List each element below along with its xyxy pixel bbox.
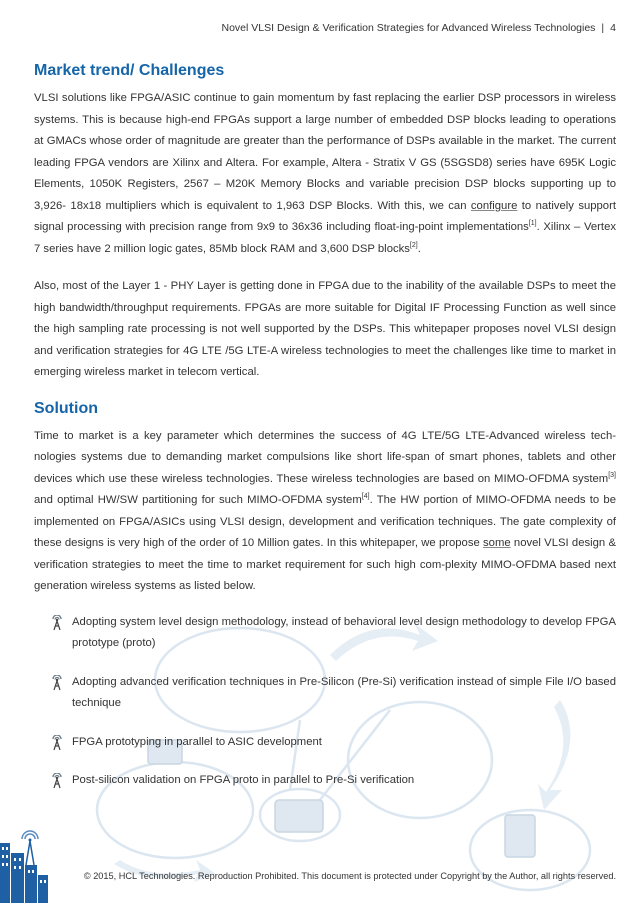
text-run: . The HW portion of MIMO-OFDMA needs to be implemented on FPGA/ASICs using VLSI design, development and verification techniques. The gate complexity of these designs is very high of the order of 10 Million gates. In this whitepaper, we propose: [34, 494, 616, 549]
list-item-text: FPGA prototyping in parallel to ASIC development: [72, 735, 322, 748]
some-link[interactable]: some: [483, 537, 511, 549]
text-run: Time to market is a key parameter which determines the success of 4G LTE/5G LTE-Advanced wireless tech-nologies systems due to demanding market compulsions like short life-span of smart phones, tablets and other devices which use these wireless technologies. These wireless technologies are based on MIMO-OFDMA system: [34, 429, 616, 485]
text-run: .: [417, 242, 421, 255]
text-run: and optimal HW/SW partitioning for such MIMO-OFDMA system: [34, 494, 362, 506]
market-paragraph-2: Also, most of the Layer 1 - PHY Layer is getting done in FPGA due to the inability of the available DSPs to meet the high bandwidth/throughput requirements. FPGAs are more suitable for Digital IF Processing Function as well since the high sampling rate processing is not well supported by the DSPs. This whitepaper proposes novel VLSI design and verification strategies for 4G LTE /5G LTE-A wireless technologies to meet the challenges like time to market in emerging wireless market in telecom vertical.: [34, 280, 616, 378]
reference-3: [3]: [608, 471, 616, 479]
list-item: [34, 612, 616, 655]
reference-2: [2]: [409, 241, 418, 249]
reference-4: [4]: [361, 493, 370, 501]
page-header: [222, 22, 617, 34]
building-antenna-logo: [0, 825, 52, 903]
strategy-list: [34, 612, 616, 792]
text-run: novel VLSI design & verification strategies to meet the time to market requirement for such high com-plexity MIMO-OFDMA based next generation wireless systems as listed below.: [34, 537, 616, 592]
list-item: [34, 732, 616, 754]
list-item-text: Adopting advanced verification techniques in Pre-Silicon (Pre-Si) verification instead of simple File I/O based technique: [72, 675, 616, 709]
antenna-tower-icon: [50, 675, 64, 691]
text-run: . Xilinx – Vertex 7 series have 2 million logic gates, 85Mb block RAM and 3,600 DSP blocks: [34, 221, 617, 255]
solution-heading: Solution: [34, 399, 98, 417]
reference-1: [1]: [528, 220, 537, 228]
solution-paragraph: [34, 426, 616, 598]
market-heading: Market trend/ Challenges: [34, 62, 225, 79]
header-separator: |: [601, 22, 605, 34]
antenna-tower-icon: [50, 773, 64, 789]
list-item-text: Post-silicon validation on FPGA proto in parallel to Pre-Si verification: [72, 774, 415, 786]
page-number: 4: [610, 22, 616, 34]
text-run: VLSI solutions like FPGA/ASIC continue to gain momentum by fast replacing the earlier DSP processors in wireless systems. This is because high-end FPGAs support a large number of embedded DSP blocks leading to operations at GMACs whose order of magnitude are greater than the performance of DSPs available in the market. The current leading FPGA vendors are Xilinx and Altera. For example, Altera - Stratix V GS (5SGSD8) series have 695K Logic Elements, 1050K Registers, 2567 – M20K Memory Blocks and variable precision DSP blocks supporting up to 3,926- 18x18 multipliers which is equivalent to 1,963 DSP Blocks. With this, we can: [34, 92, 616, 212]
antenna-tower-icon: [50, 615, 64, 631]
main-content: [34, 62, 616, 809]
list-item: [34, 672, 616, 715]
header-title: Novel VLSI Design & Verification Strategies for Advanced Wireless Technologies: [221, 22, 596, 34]
list-item: [34, 770, 616, 792]
antenna-tower-icon: [50, 735, 64, 751]
page-footer: © 2015, HCL Technologies. Reproduction Prohibited. This document is protected under Copyright by the Author, all rights reserved.: [83, 871, 616, 881]
market-paragraph-1: [34, 88, 616, 260]
configure-link[interactable]: configure: [470, 199, 518, 212]
text-run: to natively support signal processing with precision range from 9x9 to 36x36 including float-ing-point implementations: [34, 199, 616, 233]
list-item-text: Adopting system level design methodology, instead of behavioral level design methodology to develop FPGA prototype (proto): [72, 615, 616, 649]
